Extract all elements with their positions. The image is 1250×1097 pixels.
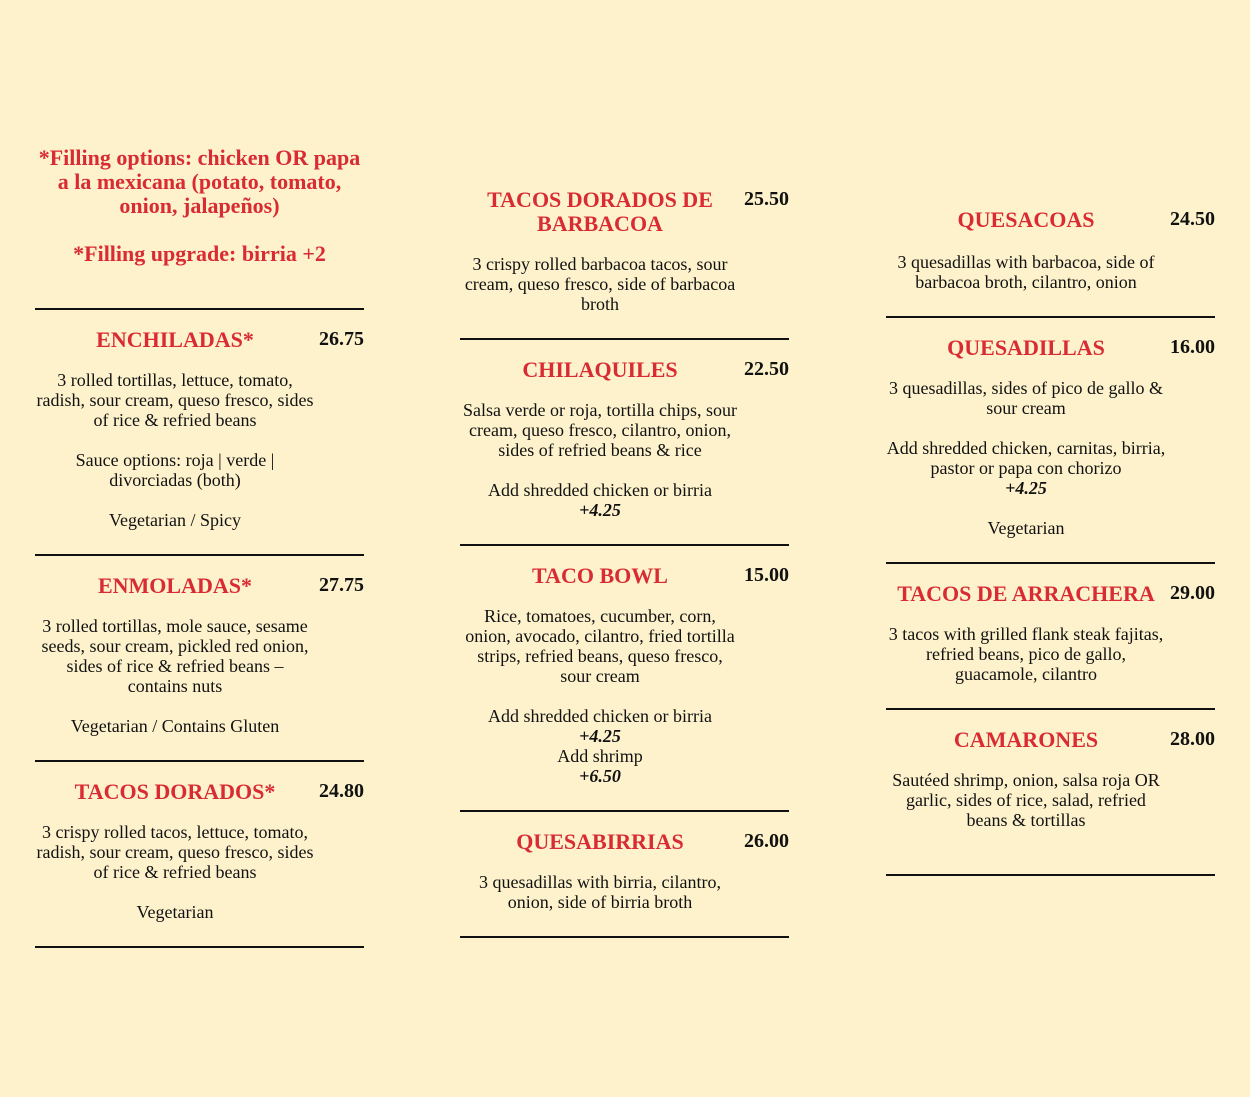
item-addon: Add shredded chicken, carnitas, birria, pastor or papa con chorizo <box>886 438 1166 478</box>
item-name: TACOS DORADOS* <box>74 779 276 804</box>
item-name: CHILAQUILES <box>522 357 678 382</box>
menu-item-tacos-dorados <box>35 762 364 948</box>
item-description: 3 quesadillas, sides of pico de gallo & sour cream <box>889 378 1163 418</box>
menu-item-tacos-dorados-de-barbacoa <box>460 188 789 340</box>
item-name: QUESADILLAS <box>947 335 1105 360</box>
item-tags: Vegetarian <box>136 902 214 922</box>
menu-item-quesadillas <box>886 318 1215 564</box>
item-description: 3 rolled tortillas, mole sauce, sesame seeds, sour cream, pickled red onion, sides of rice & refried beans – contains nuts <box>41 616 309 696</box>
menu-column-2 <box>460 188 789 938</box>
item-price: 26.00 <box>744 830 789 852</box>
filling-options-note: *Filling options: chicken OR papa a la mexicana (potato, tomato, onion, jalapeños) <box>38 145 361 218</box>
item-description: 3 quesadillas with birria, cilantro, onion, side of birria broth <box>479 872 721 912</box>
item-name: ENCHILADAS* <box>96 327 254 352</box>
item-price: 24.50 <box>1170 208 1215 230</box>
item-price: 24.80 <box>319 780 364 802</box>
item-addon-price: +4.25 <box>579 500 621 520</box>
menu-item-quesacoas <box>886 208 1215 318</box>
item-addon-price: +4.25 <box>1005 478 1047 498</box>
item-price: 28.00 <box>1170 728 1215 750</box>
menu-item-enmoladas <box>35 556 364 762</box>
item-description: 3 rolled tortillas, lettuce, tomato, radish, sour cream, queso fresco, sides of rice & refried beans <box>36 370 314 430</box>
item-addon: Add shredded chicken or birria <box>488 480 712 500</box>
menu-item-camarones <box>886 710 1215 876</box>
filling-notes <box>35 146 364 266</box>
item-name: TACOS DORADOS DE BARBACOA <box>487 187 713 236</box>
item-description: Rice, tomatoes, cucumber, corn, onion, avocado, cilantro, fried tortilla strips, refried beans, queso fresco, sour cream <box>465 606 735 686</box>
menu-item-enchiladas <box>35 310 364 556</box>
item-name: TACO BOWL <box>532 563 668 588</box>
item-price: 27.75 <box>319 574 364 596</box>
item-price: 25.50 <box>744 188 789 210</box>
item-description: 3 tacos with grilled flank steak fajitas, refried beans, pico de gallo, guacamole, cilantro <box>888 624 1164 684</box>
filling-upgrade-note: *Filling upgrade: birria +2 <box>73 241 326 266</box>
item-addon-price: +4.25 <box>579 726 621 746</box>
menu-column-1 <box>35 146 364 948</box>
menu-item-quesabirrias <box>460 812 789 938</box>
item-description: Sautéed shrimp, onion, salsa roja OR garlic, sides of rice, salad, refried beans & tortillas <box>892 770 1160 830</box>
menu-item-taco-bowl <box>460 546 789 812</box>
item-price: 22.50 <box>744 358 789 380</box>
item-price: 29.00 <box>1170 582 1215 604</box>
item-description: 3 quesadillas with barbacoa, side of barbacoa broth, cilantro, onion <box>897 252 1155 292</box>
menu-item-chilaquiles <box>460 340 789 546</box>
item-name: TACOS DE ARRACHERA <box>897 581 1155 606</box>
item-description: 3 crispy rolled tacos, lettuce, tomato, radish, sour cream, queso fresco, sides of rice & refried beans <box>36 822 314 882</box>
item-addon-price: +6.50 <box>579 766 621 786</box>
item-price: 15.00 <box>744 564 789 586</box>
item-description: 3 crispy rolled barbacoa tacos, sour cream, queso fresco, side of barbacoa broth <box>464 254 736 314</box>
menu-column-3 <box>886 208 1215 876</box>
item-tags: Vegetarian / Spicy <box>109 510 241 530</box>
item-sauce-options: Sauce options: roja | verde | divorciadas (both) <box>75 450 275 490</box>
item-name: QUESABIRRIAS <box>516 829 684 854</box>
item-addon: Add shredded chicken or birria <box>488 706 712 726</box>
item-price: 16.00 <box>1170 336 1215 358</box>
item-name: CAMARONES <box>953 727 1099 752</box>
item-tags: Vegetarian / Contains Gluten <box>70 716 280 736</box>
item-name: ENMOLADAS* <box>97 573 252 598</box>
item-name: QUESACOAS <box>957 207 1095 232</box>
menu-item-tacos-de-arrachera <box>886 564 1215 710</box>
item-price: 26.75 <box>319 328 364 350</box>
item-tags: Vegetarian <box>987 518 1065 538</box>
item-description: Salsa verde or roja, tortilla chips, sour cream, queso fresco, cilantro, onion, sides of refried beans & rice <box>463 400 737 460</box>
item-addon: Add shrimp <box>557 746 643 766</box>
